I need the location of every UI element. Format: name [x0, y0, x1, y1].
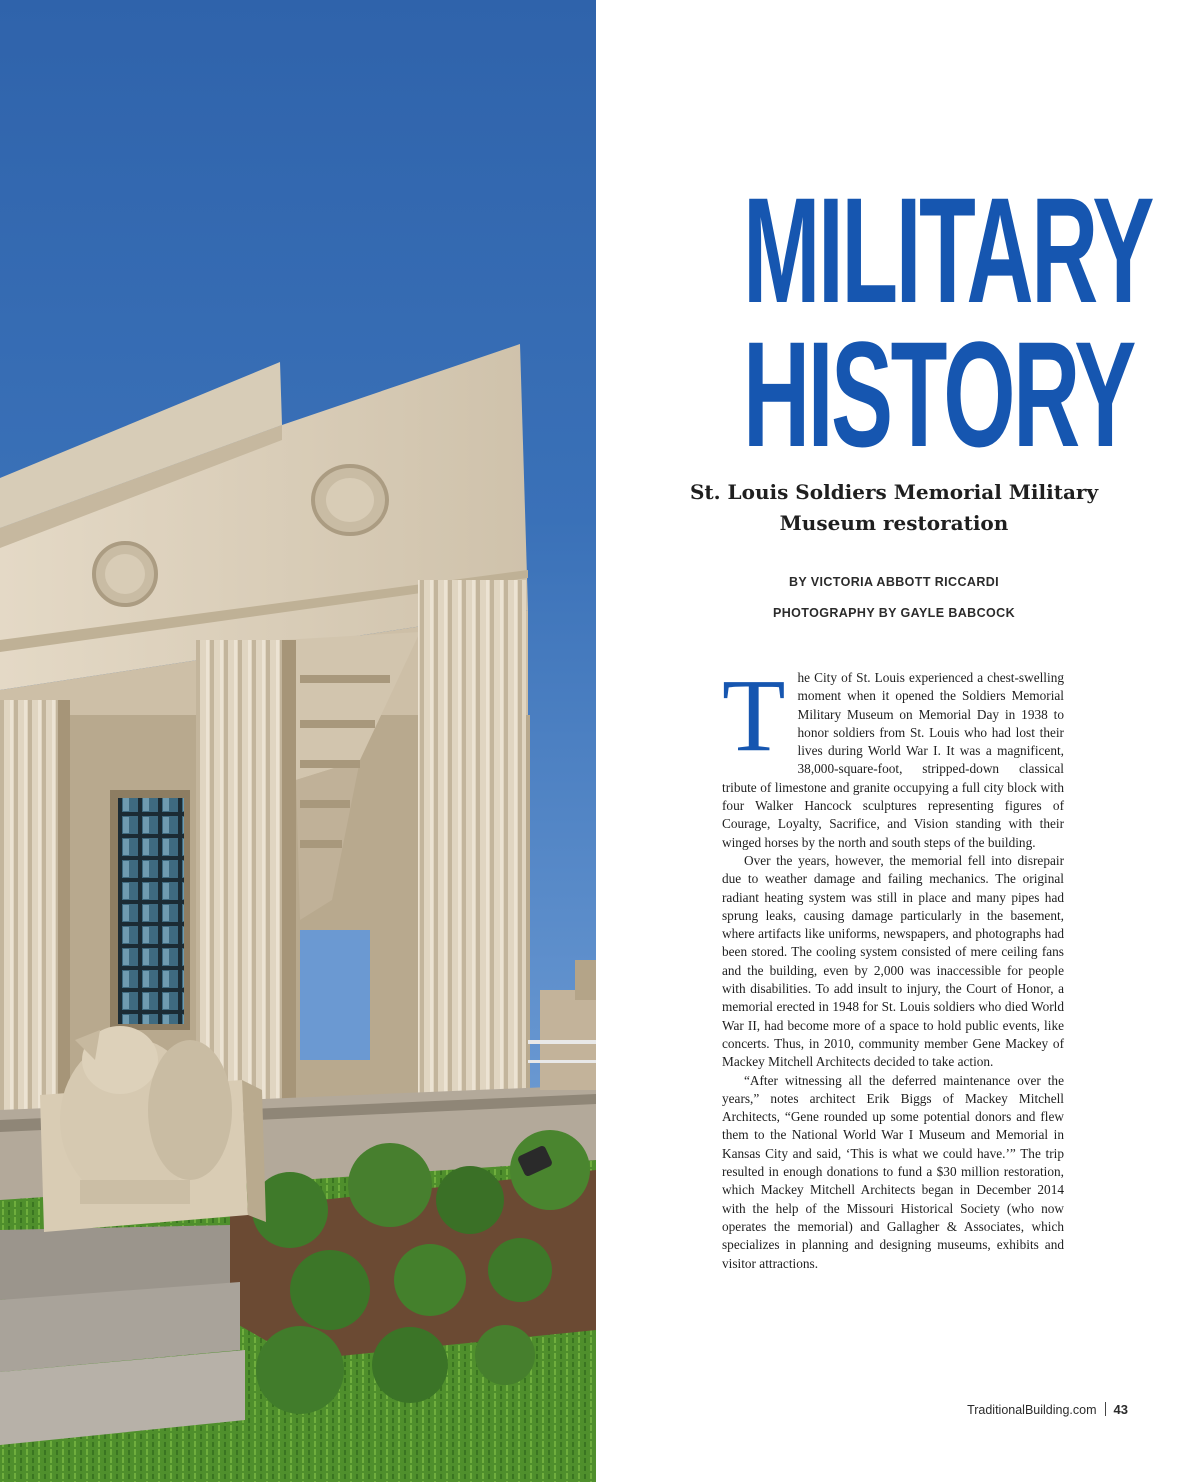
page-number: 43	[1113, 1402, 1128, 1417]
article-paragraph-3: “After witnessing all the deferred maintenance over the years,” notes architect Erik Biggs of Mackey Mitchell Architects, “Gene rounded up some potential donors and flew them to the National World War I Museum and Memorial in Kansas City and said, ‘This is what we could have.’” The trip resulted in enough donations to fund a $30 million restoration, which Mackey Mitchell Architects began in December 2014 with the help of the Missouri Historical Society (who now operates the memorial) and Gallagher & Associates, which specializes in planning and designing museums, exhibits and visitor attractions.	[722, 1072, 1064, 1271]
article-headline	[648, 166, 1152, 478]
paragraph-1-text: he City of St. Louis experienced a chest-swelling moment when it opened the Soldiers Memorial Military Museum on Memorial Day in 1938 to honor soldiers from St. Louis who had lost their lives during World War I. It was a magnificent, 38,000-square-foot, stripped-down classical tribute of limestone and granite occupying a full city block with four Walker Hancock sculptures representing figures of Courage, Loyalty, Sacrifice, and Vision standing with their winged horses by the north and south steps of the building.	[722, 670, 1064, 850]
author-byline: BY VICTORIA ABBOTT RICCARDI	[788, 575, 1000, 589]
article-subtitle: St. Louis Soldiers Memorial Military Museum restoration	[689, 480, 1099, 535]
article-paragraph-1	[722, 658, 1064, 852]
headline-line-2: HISTORY	[743, 310, 1134, 478]
drop-cap: T	[722, 658, 786, 773]
footer-divider	[1105, 1402, 1106, 1416]
footer-website: TraditionalBuilding.com	[967, 1403, 1097, 1417]
memorial-building-illustration	[0, 0, 596, 1482]
photography-credit: PHOTOGRAPHY BY GAYLE BABCOCK	[772, 606, 1016, 620]
headline-line-1: MILITARY	[743, 166, 1152, 334]
article-paragraph-2: Over the years, however, the memorial fell into disrepair due to weather damage and failing mechanics. The original radiant heating system was still in place and many pipes had sprung leaks, causing damage particularly in the basement, where artifacts like uniforms, newspapers, and photographs had been stored. The cooling system consisted of mere ceiling fans and the building, even by 2,000 was inaccessible for people with disabilities. To add insult to injury, the Court of Honor, a memorial erected in 1948 for St. Louis soldiers who died World War II, had become more of a space to hold public events, like concerts. Thus, in 2010, community member Gene Mackey of Mackey Mitchell Architects decided to take action.	[722, 852, 1064, 1070]
page-footer	[967, 1402, 1128, 1417]
memorial-photograph	[0, 0, 596, 1482]
article-body	[722, 658, 1064, 1273]
